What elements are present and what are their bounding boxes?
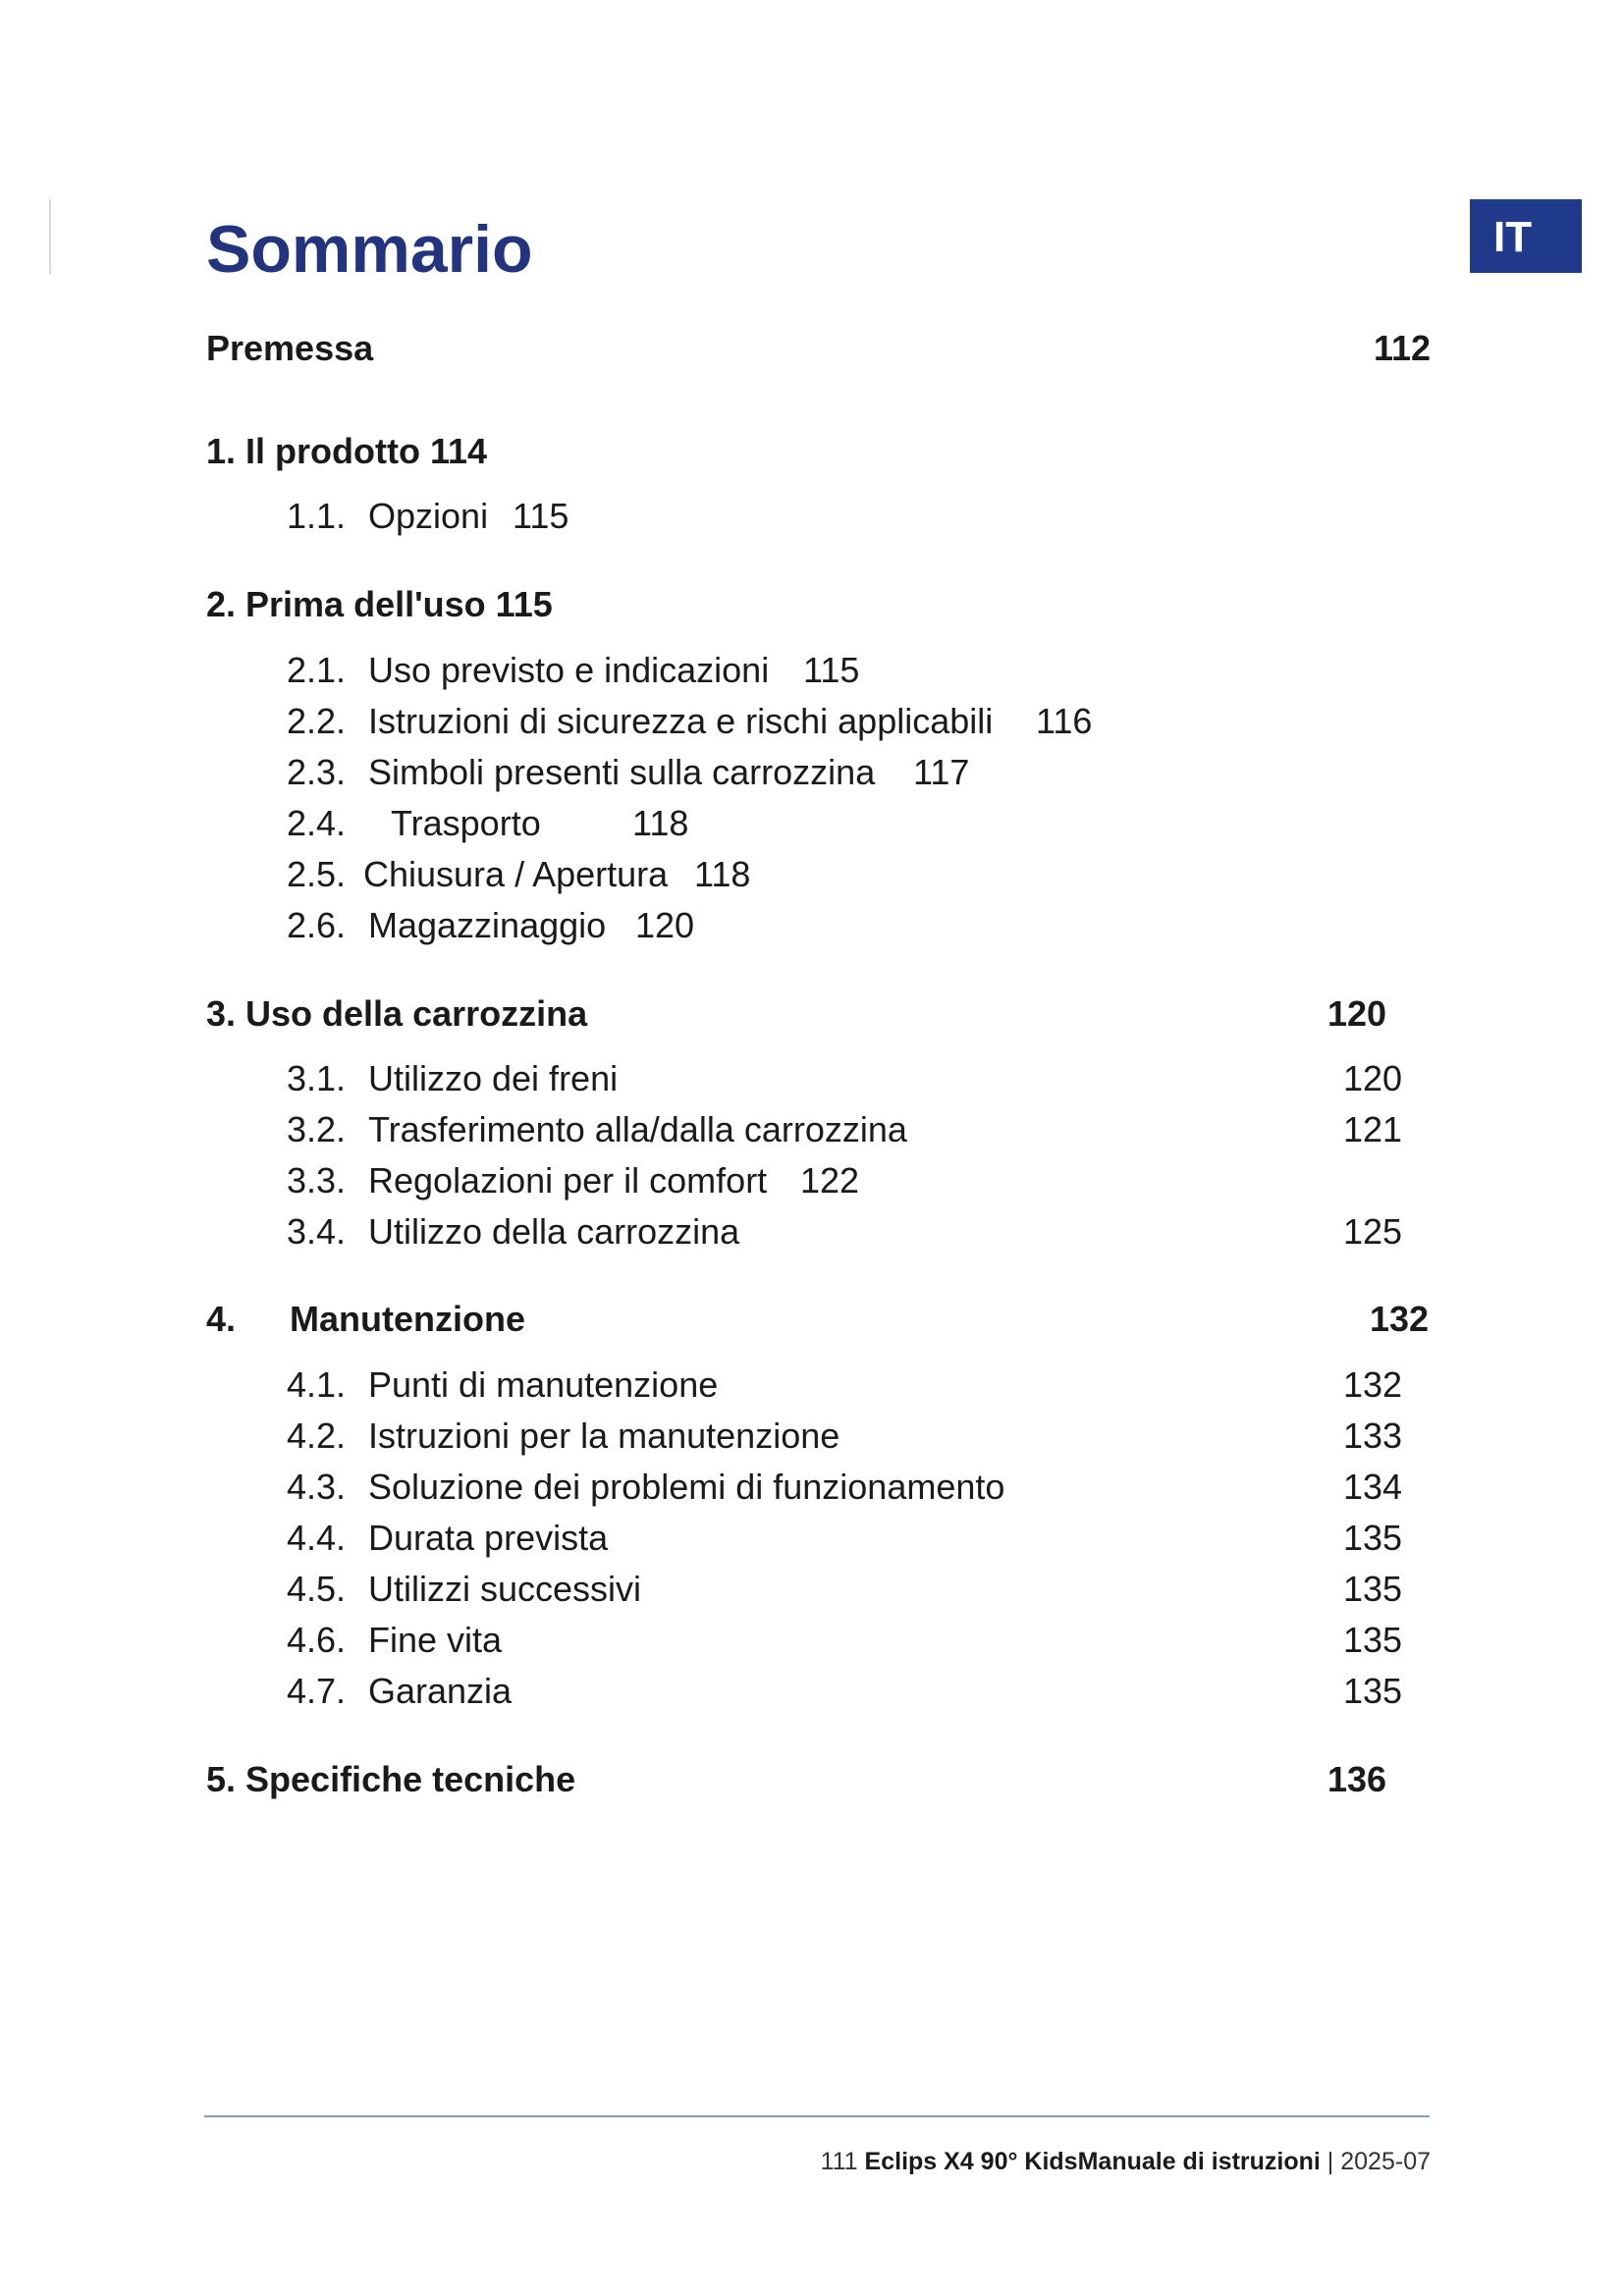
footer-date: 2025-07 xyxy=(1340,2148,1431,2175)
toc-page-number: 135 xyxy=(1343,1671,1403,1711)
toc-page-number: 115 xyxy=(513,496,569,536)
toc-page-number: 120 xyxy=(635,905,695,945)
footer-page-number: 111 xyxy=(820,2148,858,2175)
footer-product-title: Eclips X4 90° KidsManuale di istruzioni xyxy=(864,2148,1321,2175)
toc-section-number: 4.3. xyxy=(287,1467,347,1507)
toc-section-4-5[interactable]: Utilizzi successivi xyxy=(368,1569,642,1609)
toc-section-4-6[interactable]: Fine vita xyxy=(368,1620,503,1660)
toc-section-number: 4.5. xyxy=(287,1569,347,1609)
margin-mark xyxy=(49,199,51,274)
footer xyxy=(821,2146,1431,2177)
language-tab: IT xyxy=(1470,199,1582,273)
toc-section-number: 3.1. xyxy=(287,1058,347,1098)
toc-page-number: 125 xyxy=(1343,1211,1403,1252)
toc-section-number: 2.5. xyxy=(287,854,347,894)
toc-chapter-5-page: 136 xyxy=(1327,1759,1387,1799)
toc-section-4-1[interactable]: Punti di manutenzione xyxy=(368,1364,719,1405)
toc-page-number: 115 xyxy=(803,650,860,690)
toc-premessa-page: 112 xyxy=(1374,328,1432,368)
toc-page-number: 122 xyxy=(800,1160,860,1201)
toc-page-number: 118 xyxy=(694,854,751,894)
toc-section-4-3[interactable]: Soluzione dei problemi di funzionamento xyxy=(368,1467,1005,1507)
toc-chapter-1[interactable]: 1. Il prodotto 114 xyxy=(206,431,488,471)
toc-section-2-1[interactable]: Uso previsto e indicazioni xyxy=(368,650,770,690)
toc-section-number: 4.1. xyxy=(287,1364,347,1405)
toc-section-number: 3.3. xyxy=(287,1160,347,1201)
toc-section-4-7[interactable]: Garanzia xyxy=(368,1671,513,1711)
toc-chapter-4[interactable]: Manutenzione xyxy=(290,1299,525,1339)
toc-section-number: 3.2. xyxy=(287,1109,347,1149)
toc-page-number: 121 xyxy=(1343,1109,1403,1149)
toc-page-number: 134 xyxy=(1343,1467,1403,1507)
toc-page-number: 116 xyxy=(1036,701,1093,741)
toc-section-2-3[interactable]: Simboli presenti sulla carrozzina xyxy=(368,752,876,792)
toc-chapter-4-number: 4. xyxy=(206,1299,237,1339)
toc-section-1-1[interactable]: Opzioni xyxy=(368,496,489,536)
toc-section-number: 2.3. xyxy=(287,752,347,792)
toc-section-number: 4.4. xyxy=(287,1518,347,1558)
toc-chapter-3-page: 120 xyxy=(1327,993,1387,1034)
toc-chapter-2[interactable]: 2. Prima dell'uso 115 xyxy=(206,584,553,624)
toc-page-number: 135 xyxy=(1343,1620,1403,1660)
toc-section-number: 2.1. xyxy=(287,650,347,690)
page-title: Sommario xyxy=(206,212,533,287)
toc-section-number: 2.2. xyxy=(287,701,347,741)
toc-section-number: 4.2. xyxy=(287,1415,347,1456)
toc-section-3-1[interactable]: Utilizzo dei freni xyxy=(368,1058,619,1098)
toc-page-number: 118 xyxy=(632,803,689,843)
toc-section-3-2[interactable]: Trasferimento alla/dalla carrozzina xyxy=(368,1109,907,1149)
toc-section-2-6[interactable]: Magazzinaggio xyxy=(368,905,607,945)
toc-chapter-4-page: 132 xyxy=(1370,1299,1430,1339)
toc-section-3-4[interactable]: Utilizzo della carrozzina xyxy=(368,1211,740,1252)
toc-section-number: 2.6. xyxy=(287,905,347,945)
toc-section-2-5[interactable]: Chiusura / Apertura xyxy=(363,854,669,894)
footer-divider xyxy=(204,2115,1430,2117)
toc-section-4-2[interactable]: Istruzioni per la manutenzione xyxy=(368,1415,840,1456)
footer-separator: | xyxy=(1326,2148,1334,2175)
toc-chapter-5[interactable]: 5. Specifiche tecniche xyxy=(206,1759,576,1799)
toc-section-3-3[interactable]: Regolazioni per il comfort xyxy=(368,1160,768,1201)
toc-chapter-3[interactable]: 3. Uso della carrozzina xyxy=(206,993,588,1034)
toc-premessa-label[interactable]: Premessa xyxy=(206,328,374,368)
toc-page-number: 132 xyxy=(1343,1364,1403,1405)
toc-section-2-4[interactable]: Trasporto xyxy=(391,803,541,843)
toc-section-number: 4.7. xyxy=(287,1671,347,1711)
toc-section-4-4[interactable]: Durata prevista xyxy=(368,1518,609,1558)
toc-section-number: 3.4. xyxy=(287,1211,347,1252)
toc-page-number: 120 xyxy=(1343,1058,1403,1098)
toc-section-2-2[interactable]: Istruzioni di sicurezza e rischi applicabili xyxy=(368,701,994,741)
toc-page-number: 133 xyxy=(1343,1415,1403,1456)
toc-page-number: 135 xyxy=(1343,1518,1403,1558)
toc-section-number: 1.1. xyxy=(287,496,347,536)
toc-section-number: 4.6. xyxy=(287,1620,347,1660)
toc-section-number: 2.4. xyxy=(287,803,347,843)
toc-page-number: 135 xyxy=(1343,1569,1403,1609)
toc-page-number: 117 xyxy=(913,752,970,792)
